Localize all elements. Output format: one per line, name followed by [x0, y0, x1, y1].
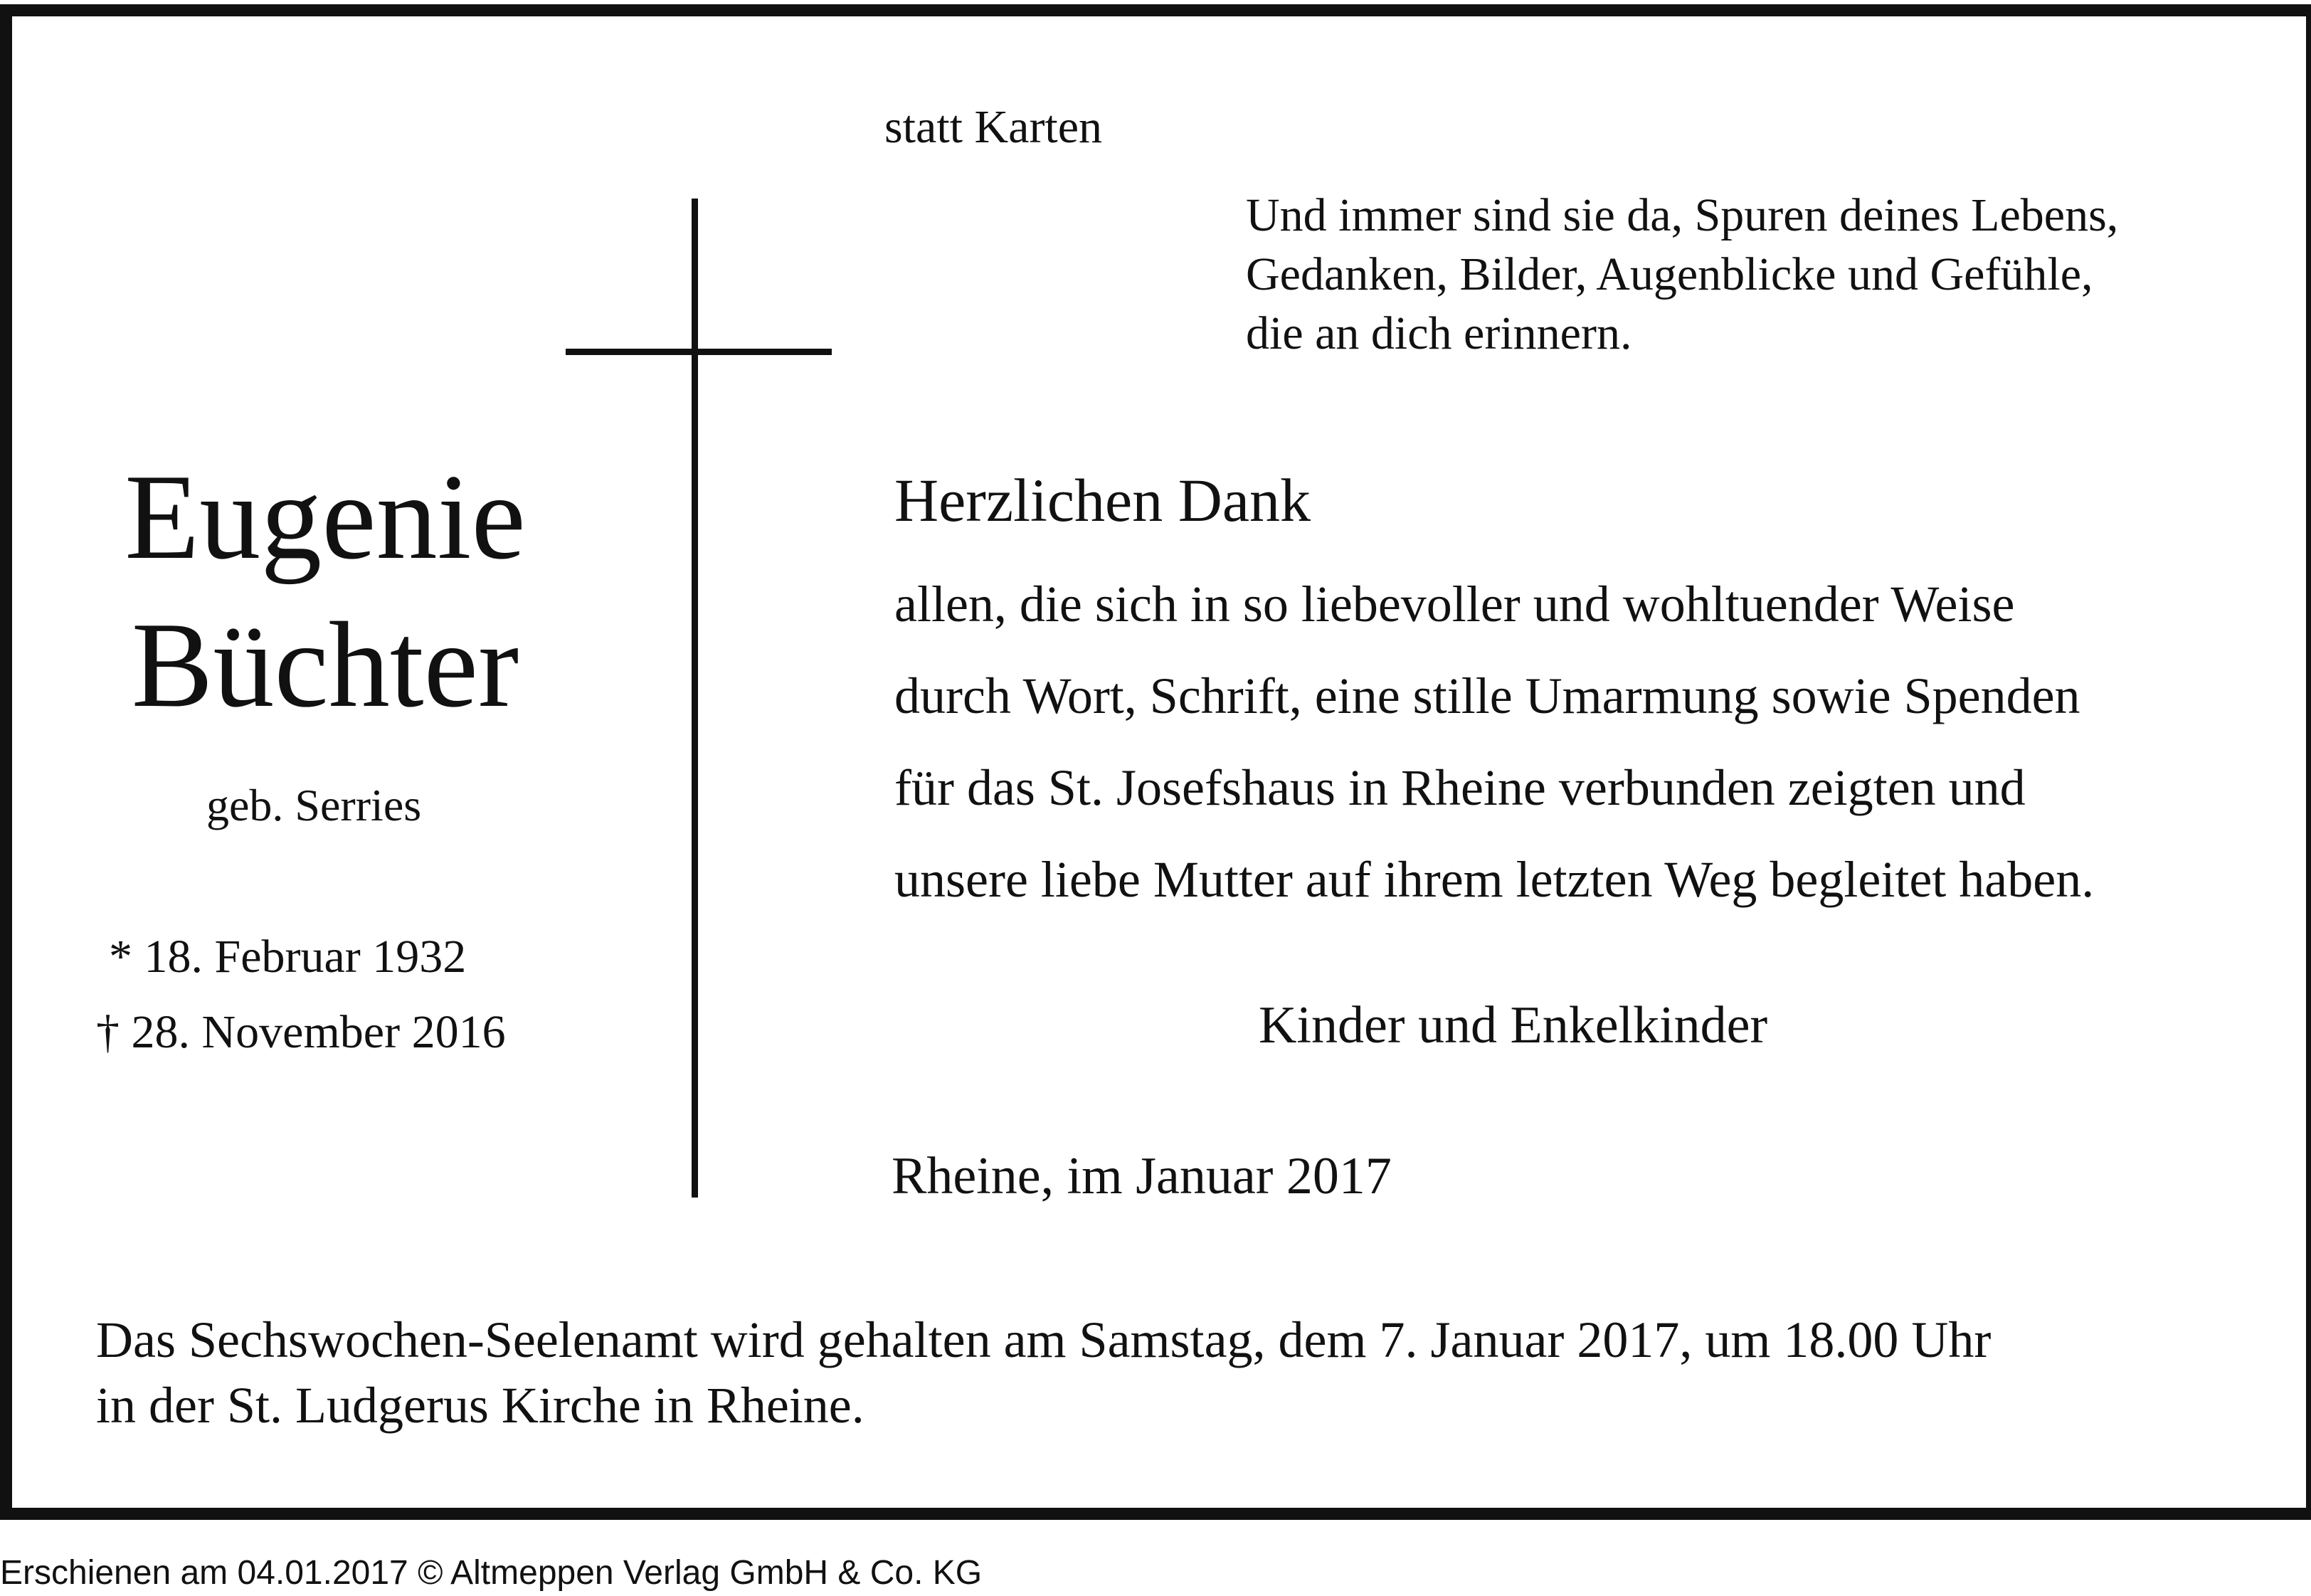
header-note: statt Karten: [884, 101, 1103, 153]
place-date: Rheine, im Januar 2017: [892, 1147, 1392, 1205]
maiden-name: geb. Serries: [206, 780, 422, 830]
obituary-notice: [0, 4, 2311, 1520]
quote-line: Gedanken, Bilder, Augenblicke und Gefühle,: [1246, 248, 2093, 300]
quote-line: die an dich erinnern.: [1246, 307, 1632, 359]
deceased-name: [55, 443, 596, 739]
first-name: Eugenie: [125, 450, 526, 585]
last-name: Büchter: [131, 598, 519, 733]
service-info: [96, 1307, 1991, 1438]
thanks-text: [894, 559, 2094, 926]
thanks-heading: Herzlichen Dank: [894, 466, 1311, 534]
thanks-line: unsere liebe Mutter auf ihrem letzten Weg begleitet haben.: [894, 851, 2095, 908]
quote-line: Und immer sind sie da, Spuren deines Lebens,: [1246, 189, 2119, 241]
thanks-line: allen, die sich in so liebevoller und wohltuender Weise: [894, 576, 2015, 633]
thanks-line: durch Wort, Schrift, eine stille Umarmung sowie Spenden: [894, 667, 2080, 724]
death-date: † 28. November 2016: [96, 1006, 506, 1058]
service-line: Das Sechswochen-Seelenamt wird gehalten am Samstag, dem 7. Januar 2017, um 18.00 Uhr: [96, 1311, 1992, 1368]
birth-date: * 18. Februar 1932: [109, 931, 467, 983]
publication-credit: Erschienen am 04.01.2017 © Altmeppen Verlag GmbH & Co. KG: [0, 1554, 983, 1592]
family-signature: Kinder und Enkelkinder: [1259, 996, 1768, 1055]
service-line: in der St. Ludgerus Kirche in Rheine.: [96, 1377, 864, 1434]
cross-horizontal-bar: [566, 349, 832, 355]
memorial-quote: [1246, 186, 2118, 363]
thanks-line: für das St. Josefshaus in Rheine verbunden zeigten und: [894, 759, 2026, 816]
